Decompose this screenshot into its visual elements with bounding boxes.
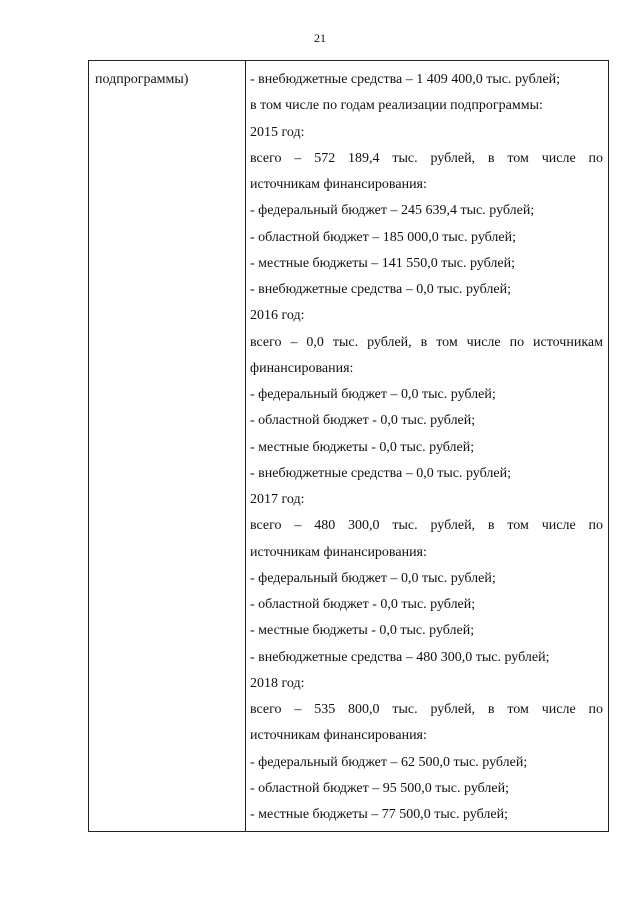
table-right-cell: [250, 67, 603, 828]
funding-line: 2016 год:: [250, 308, 305, 324]
funding-line: - местные бюджеты – 77 500,0 тыс. рублей;: [250, 807, 508, 822]
funding-line: - внебюджетные средства – 480 300,0 тыс. рублей;: [250, 649, 550, 665]
funding-line: в том числе по годам реализации подпрограммы:: [250, 98, 543, 114]
funding-table: [88, 60, 609, 832]
funding-line: источникам финансирования:: [250, 177, 427, 192]
funding-line: источникам финансирования:: [250, 544, 427, 560]
funding-line: - внебюджетные средства – 0,0 тыс. рублей;: [250, 465, 511, 481]
funding-line: - федеральный бюджет – 0,0 тыс. рублей;: [250, 387, 496, 402]
funding-line: - внебюджетные средства – 0,0 тыс. рублей;: [250, 282, 511, 297]
funding-line: - федеральный бюджет – 245 639,4 тыс. рублей;: [250, 203, 535, 219]
funding-line: источникам финансирования:: [250, 728, 427, 744]
funding-line: - местные бюджеты – 141 550,0 тыс. рублей;: [250, 255, 515, 271]
funding-line: - внебюджетные средства – 1 409 400,0 тыс. рублей;: [250, 72, 560, 87]
funding-line: 2018 год:: [250, 675, 305, 691]
page-number: 21: [314, 31, 326, 45]
funding-line: - областной бюджет – 95 500,0 тыс. рублей;: [250, 780, 509, 796]
table-left-cell: подпрограммы): [95, 72, 189, 87]
funding-line: всего – 480 300,0 тыс. рублей, в том числе по: [250, 518, 603, 534]
funding-line: - федеральный бюджет – 62 500,0 тыс. рублей;: [250, 754, 528, 770]
funding-line: - областной бюджет – 185 000,0 тыс. рублей;: [250, 229, 516, 245]
funding-line: финансирования:: [250, 360, 354, 376]
funding-line: - областной бюджет - 0,0 тыс. рублей;: [250, 597, 476, 612]
funding-line: всего – 535 800,0 тыс. рублей, в том числе по: [250, 702, 603, 717]
column-divider: [245, 61, 246, 831]
funding-line: - местные бюджеты - 0,0 тыс. рублей;: [250, 623, 475, 639]
funding-line: 2017 год:: [250, 492, 305, 507]
funding-line: - местные бюджеты - 0,0 тыс. рублей;: [250, 439, 475, 455]
funding-line: 2015 год:: [250, 124, 305, 140]
funding-line: - федеральный бюджет – 0,0 тыс. рублей;: [250, 570, 496, 586]
funding-line: всего – 572 189,4 тыс. рублей, в том числе по: [250, 150, 603, 166]
funding-line: - областной бюджет - 0,0 тыс. рублей;: [250, 413, 476, 429]
funding-line: всего – 0,0 тыс. рублей, в том числе по источникам: [250, 334, 603, 350]
